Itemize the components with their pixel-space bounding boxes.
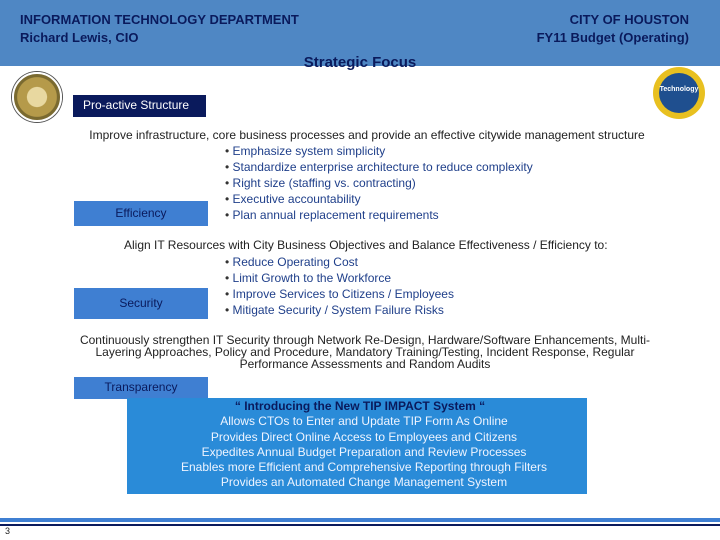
tip-line: Enables more Efficient and Comprehensive Reporting through Filters [181,460,547,474]
tip-line: Allows CTOs to Enter and Update TIP Form As Online [220,414,508,428]
security-label: Security [74,288,208,319]
security-paragraph: Continuously strengthen IT Security through Network Re-Design, Hardware/Software Enhancements, Multi-Layering Approaches, Policy and Procedure, Mandatory Training/Testing, Incident Response, Regular Performance Assessments and Random Audits [79,333,651,371]
list-item: • Emphasize system simplicity [225,143,533,159]
header-left [20,11,299,47]
tip-line: Provides an Automated Change Management System [220,475,508,489]
header-right [537,11,689,47]
list-item: • Improve Services to Citizens / Employees [225,286,454,302]
security-bullets [225,254,454,318]
list-item: • Mitigate Security / System Failure Risks [225,302,454,318]
budget-label: FY11 Budget (Operating) [536,30,689,45]
list-item: • Limit Growth to the Workforce [225,270,454,286]
list-item: • Executive accountability [225,191,533,207]
tip-line: Provides Direct Online Access to Employees and Citizens [210,430,518,444]
page-number: 3 [5,526,11,536]
technology-logo-icon [653,67,705,119]
footer-rule [0,518,720,522]
technology-logo-inner [659,73,699,113]
tab-proactive-structure: Pro-active Structure [73,95,206,117]
cio-name: Richard Lewis, CIO [20,30,139,45]
efficiency-label: Efficiency [74,201,208,226]
list-item: • Right size (staffing vs. contracting) [225,175,533,191]
city-seal-icon [12,72,62,122]
technology-logo-text: Technology [659,86,699,93]
city-name: CITY OF HOUSTON [569,12,689,27]
list-item: • Plan annual replacement requirements [225,207,533,223]
footer-rule-dark [0,524,720,526]
security-intro: Align IT Resources with City Business Objectives and Balance Effectiveness / Efficiency to: [124,238,608,252]
list-item: • Standardize enterprise architecture to reduce complexity [225,159,533,175]
tip-impact-title: “ Introducing the New TIP IMPACT System “ [234,399,486,413]
slide-title: Strategic Focus [303,54,417,71]
tab-transparency: Transparency [74,377,208,399]
tip-line: Expedites Annual Budget Preparation and Review Processes [201,445,527,459]
structure-intro: Improve infrastructure, core business processes and provide an effective citywide management structure [89,128,645,142]
efficiency-bullets [225,143,533,223]
list-item: • Reduce Operating Cost [225,254,454,270]
department-name: INFORMATION TECHNOLOGY DEPARTMENT [20,12,299,27]
